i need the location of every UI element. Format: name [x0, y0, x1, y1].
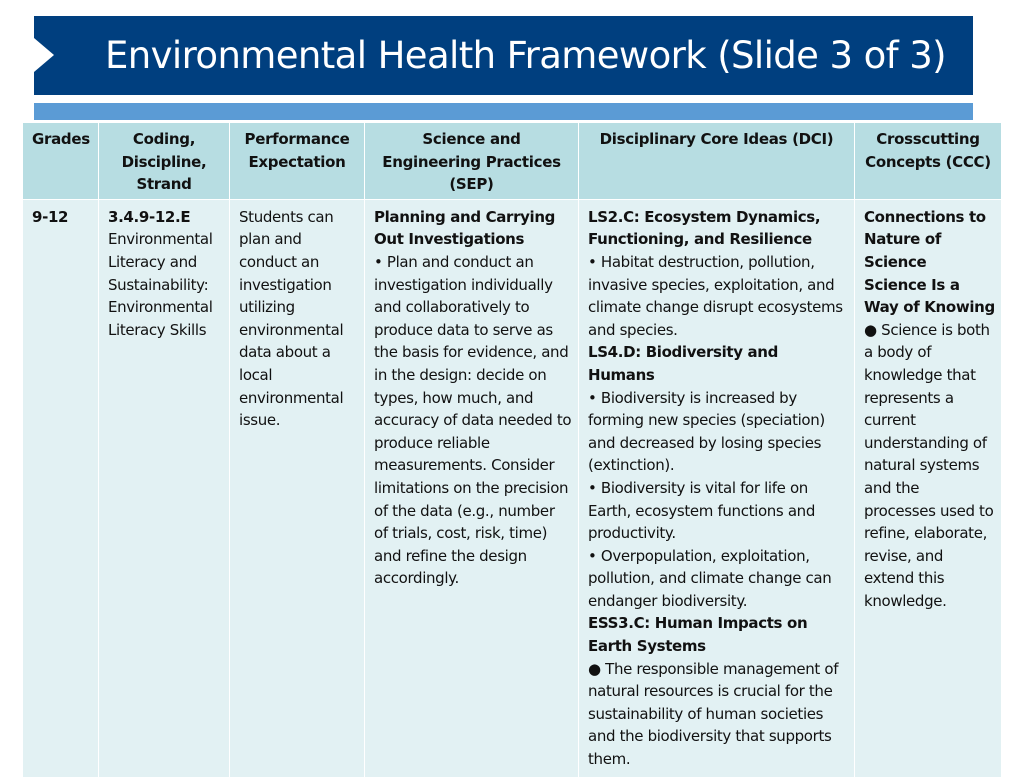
sep-text: • Plan and conduct an investigation individually and collaboratively to produce data to serve as the basis for evidence, and in the design: decide on types, how much, and accuracy of data needed to produce reliable measurements. Consider limitations on the precision of the data (e.g., number of trials, cost, risk, time) and refine the design accordingly.	[374, 252, 572, 588]
table-row	[23, 199, 1002, 777]
cell-grades	[23, 199, 99, 777]
coding-text: Environmental Literacy and Sustainability: Environmental Literacy Skills	[108, 230, 213, 339]
ccc-text: ● Science is both a body of knowledge that represents a current understanding of natural systems and the processes used to refine, elaborate, revise, and extend this knowledge.	[864, 320, 994, 610]
accent-bar	[34, 103, 973, 120]
header-performance: Performance Expectation	[230, 123, 365, 200]
dci-text-ls2c: • Habitat destruction, pollution, invasive species, exploitation, and climate change disrupt ecosystems and species.	[588, 252, 843, 339]
coding-code: 3.4.9-12.E	[108, 207, 191, 226]
ccc-heading-2: Science Is a Way of Knowing	[864, 275, 995, 317]
dci-heading-ess3c: ESS3.C: Human Impacts on Earth Systems	[588, 614, 808, 656]
dci-heading-ls4d: LS4.D: Biodiversity and Humans	[588, 343, 779, 384]
cell-dci	[579, 199, 855, 777]
dci-text-ls4d-3: • Overpopulation, exploitation, pollution, and climate change can endanger biodiversity.	[588, 546, 832, 610]
header-sep: Science and Engineering Practices (SEP)	[365, 123, 579, 200]
grades-value: 9-12	[32, 207, 69, 226]
ccc-heading-1: Connections to Nature of Science	[864, 207, 986, 271]
cell-sep	[365, 199, 579, 777]
slide-title: Environmental Health Framework (Slide 3 of 3)	[105, 34, 947, 77]
header-dci: Disciplinary Core Ideas (DCI)	[579, 123, 855, 200]
dci-text-ess3c: ● The responsible management of natural resources is crucial for the sustainability of human societies and the biodiversity that supports them.	[588, 659, 839, 769]
cell-ccc	[855, 199, 1002, 777]
dci-text-ls4d-2: • Biodiversity is vital for life on Earth, ecosystem functions and productivity.	[588, 478, 815, 543]
performance-text: Students can plan and conduct an investigation utilizing environmental data about a local environmental issue.	[239, 207, 344, 430]
header-grades: Grades	[23, 123, 99, 200]
header-row	[23, 123, 1002, 200]
cell-coding	[99, 199, 230, 777]
framework-table	[22, 122, 1002, 778]
triangle-right-icon	[34, 38, 54, 72]
dci-heading-ls2c: LS2.C: Ecosystem Dynamics, Functioning, and Resilience	[588, 207, 821, 249]
cell-performance	[230, 199, 365, 777]
header-coding: Coding, Discipline, Strand	[99, 123, 230, 200]
dci-text-ls4d-1: • Biodiversity is increased by forming new species (speciation) and decreased by losing species (extinction).	[588, 388, 825, 475]
sep-heading: Planning and Carrying Out Investigations	[374, 207, 556, 249]
header-ccc: Crosscutting Concepts (CCC)	[855, 123, 1002, 200]
